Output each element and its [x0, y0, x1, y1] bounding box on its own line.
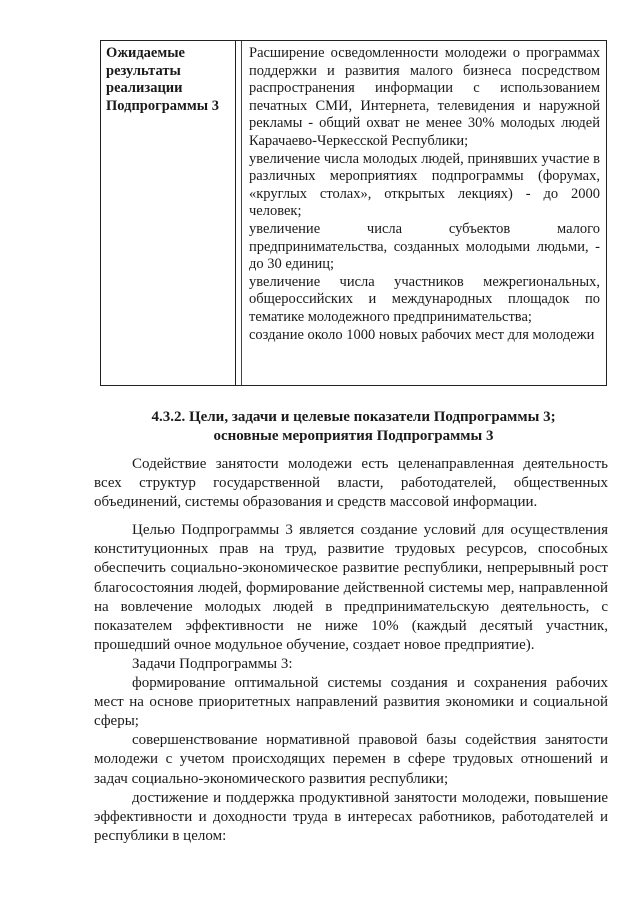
- section-heading: [100, 408, 607, 446]
- table-results-list: [249, 45, 600, 344]
- result-item: увеличение числа участников межрегиональных, общероссийских и международных площадок по тематике молодежного предпринимательства;: [249, 273, 600, 325]
- left-heading-line: Ожидаемые: [106, 45, 185, 61]
- paragraph-intro: Содействие занятости молодежи есть целенаправленная деятельность всех структур государственной власти, работодателей, общественных объединений, системы образования и средств массовой информации.: [94, 456, 608, 511]
- paragraph-goal: Целью Подпрограммы 3 является создание условий для осуществления конституционных прав на труд, развитие трудовых ресурсов, способных обеспечить социально-экономическое развитие республики, непрерывный рост благосостояния людей, формирование действенной системы мер, направленной на вовлечение молодых людей в предпринимательскую деятельность, с показателем эффективности не ниже 10% (каждый десятый участник, прошедший очное модульное обучение, создает новое предприятие).: [94, 522, 608, 653]
- section-heading-line: основные мероприятия Подпрограммы 3: [213, 428, 494, 444]
- result-item: создание около 1000 новых рабочих мест для молодежи: [249, 326, 595, 343]
- table-left-heading: [106, 45, 232, 115]
- task-item: формирование оптимальной системы создания и сохранения рабочих мест на основе приоритетных направлений развития экономики и социальной сферы;: [94, 675, 608, 730]
- left-heading-line: Подпрограммы 3: [106, 97, 219, 114]
- expected-results-table: [100, 40, 607, 386]
- task-item: совершенствование нормативной правовой базы содействия занятости молодежи с учетом происходящих перемен в сфере трудовых отношений и задач социально-экономического развития республики;: [94, 732, 608, 787]
- task-item: достижение и поддержка продуктивной занятости молодежи, повышение эффективности и доходности труда в интересах работников, работодателей и республики в целом:: [94, 789, 608, 844]
- table-inner-divider: [241, 41, 242, 385]
- tasks-intro: Задачи Подпрограммы 3:: [132, 655, 293, 672]
- result-item: увеличение числа молодых людей, принявших участие в различных мероприятиях подпрограммы (форумах, «круглых столах», открытых лекциях) - до 2000 человек;: [249, 150, 600, 220]
- section-heading-line: 4.3.2. Цели, задачи и целевые показатели Подпрограммы 3;: [151, 409, 556, 425]
- result-item: увеличение числа субъектов малого предпринимательства, созданных молодыми людьми, - до 30 единиц;: [249, 220, 600, 273]
- left-heading-line: результаты: [106, 62, 181, 79]
- result-item: Расширение осведомленности молодежи о программах поддержки и развития малого бизнеса посредством распространения информации с использованием печатных СМИ, Интернета, телевидения и наружной рекламы - общий охват не менее 30% молодых людей Карачаево-Черкесской Республики;: [249, 45, 600, 149]
- table-column-divider: [235, 41, 236, 385]
- body-text: [94, 455, 608, 846]
- left-heading-line: реализации: [106, 80, 183, 97]
